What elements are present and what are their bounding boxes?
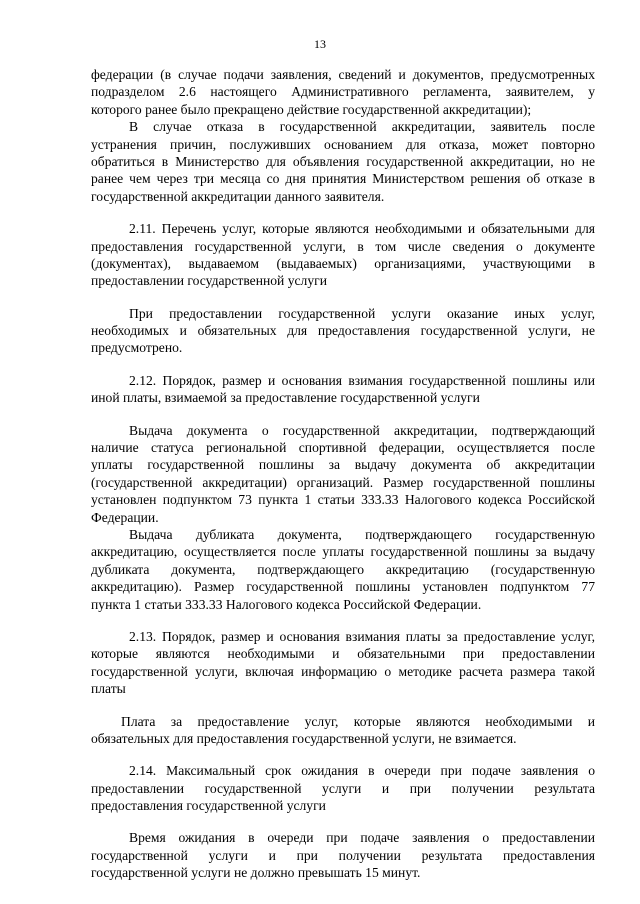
text-line: (государственной аккредитации) организаций. Размер государственной пошлины [91,474,595,490]
text-line: пункта 1 статьи 333.33 Налогового кодекса Российской Федерации. [91,596,482,612]
paragraph [91,422,595,526]
heading-line: 2.14. Максимальный срок ожидания в очереди при подаче заявления о [129,763,595,779]
heading-line: предоставления государственной услуги [91,798,326,814]
heading-line: предоставлении государственной услуги [91,273,327,289]
text-line: государственной аккредитации данного заявителя. [91,188,385,204]
text-line: необходимых и обязательных для предоставления государственной услуги, не [91,323,595,339]
paragraph [91,305,595,357]
text-line: уплаты государственной пошлины за выдачу документа об аккредитации [91,457,595,473]
heading-line: иной платы, взимаемой за предоставление государственной услуги [91,390,480,406]
section-heading-2-14 [91,762,595,814]
text-line: В случае отказа в государственной аккредитации, заявитель после [129,119,595,135]
heading-line: 2.12. Порядок, размер и основания взимания государственной пошлины или [129,372,595,388]
heading-line: государственной услуги, включая информацию о методике расчета размера такой [91,663,595,679]
heading-line: предоставлении государственной услуги и при получении результата [91,780,595,796]
text-line: При предоставлении государственной услуги оказание иных услуг, [129,305,595,321]
paragraph [91,118,595,205]
heading-line: которые являются необходимыми и обязательными при предоставлении [91,646,595,662]
section-heading-2-11 [91,220,595,290]
text-line: дубликата документа, подтверждающего аккредитацию (государственную [91,561,595,577]
text-line: предусмотрено. [91,340,183,356]
text-line: Федерации. [91,509,159,525]
heading-line: предоставления государственной услуги, в том числе сведения о документе [91,238,595,254]
text-line: ранее чем через три месяца со дня принятия Министерством решения об отказе в [91,171,595,187]
paragraph [91,829,595,881]
text-line: Выдача дубликата документа, подтверждающего государственную [129,526,595,542]
heading-line: 2.11. Перечень услуг, которые являются необходимыми и обязательными для [129,221,595,237]
document-body [91,66,595,882]
text-line: государственной услуги и при получении результата предоставления [91,847,595,863]
text-line: наличие статуса региональной спортивной федерации, осуществляется после [91,440,595,456]
text-line: государственной услуги не должно превышать 15 минут. [91,865,421,881]
text-line: Время ожидания в очереди при подаче заявления о предоставлении [129,830,595,846]
text-line: устранения причин, послуживших основанием для отказа, может повторно [91,136,595,152]
heading-line: 2.13. Порядок, размер и основания взимания платы за предоставление услуг, [129,628,595,644]
paragraph [91,713,595,748]
text-line: аккредитацию, осуществляется после уплаты государственной пошлины за выдачу [91,544,595,560]
section-heading-2-13 [91,628,595,698]
text-line: аккредитацию). Размер государственной пошлины установлен подпунктом 77 [91,579,595,595]
text-line: Плата за предоставление услуг, которые являются необходимыми и [121,713,595,729]
text-line: федерации (в случае подачи заявления, сведений и документов, предусмотренных [91,67,595,82]
text-line: подразделом 2.6 настоящего Административного регламента, заявителем, у [91,84,595,100]
heading-line: (документах), выдаваемом (выдаваемых) организациями, участвующими в [91,255,595,271]
text-line: Выдача документа о государственной аккредитации, подтверждающий [129,422,595,438]
section-heading-2-12 [91,372,595,407]
text-line: которого ранее было прекращено действие государственной аккредитации); [91,101,532,117]
page-number: 13 [314,37,326,51]
paragraph [91,526,595,613]
paragraph [91,66,595,118]
text-line: обязательных для предоставления государственной услуги, не взимается. [91,730,517,746]
heading-line: платы [91,681,126,697]
text-line: установлен подпунктом 73 пункта 1 статьи 333.33 Налогового кодекса Российской [91,492,595,508]
text-line: обратиться в Министерство для объявления государственной аккредитации, но не [91,153,595,169]
